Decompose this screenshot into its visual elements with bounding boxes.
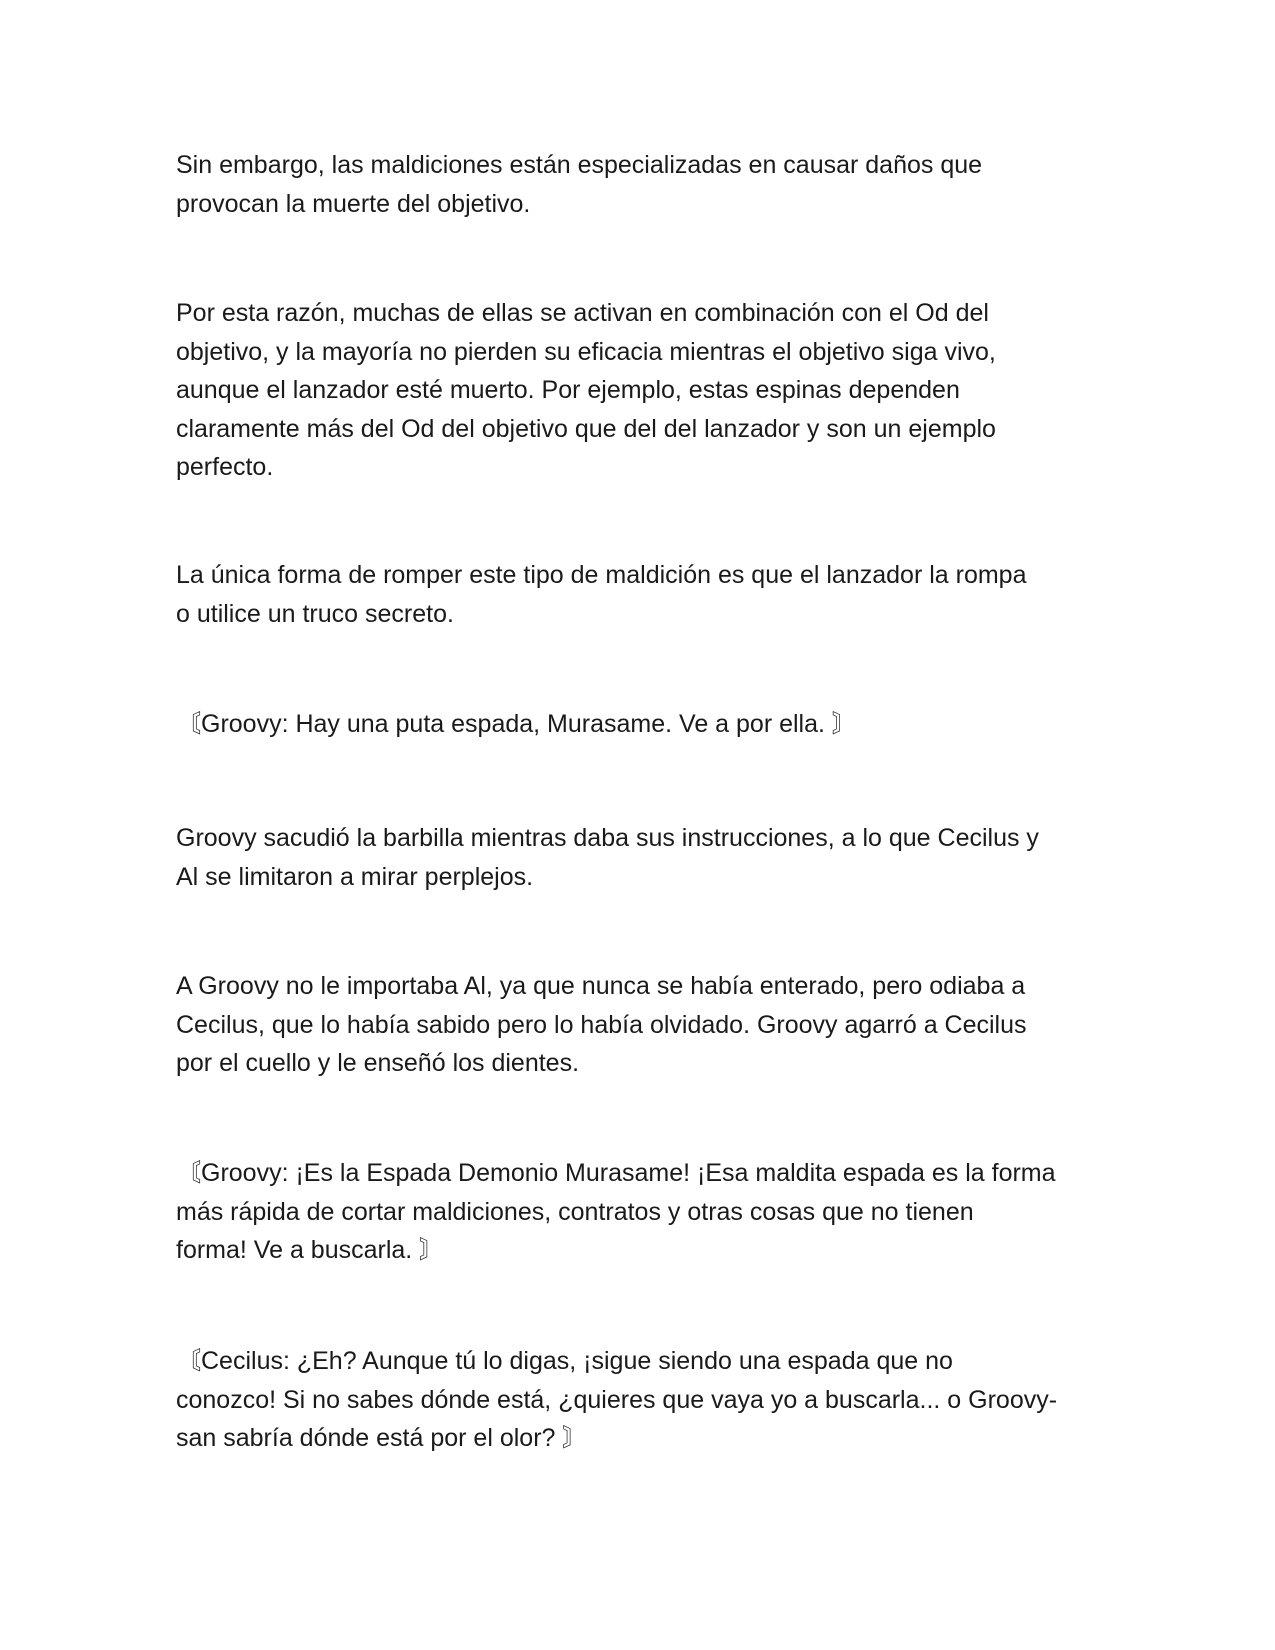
paragraph-od-combination <box>176 294 1106 487</box>
paragraph-line: Cecilus, que lo había sabido pero lo había olvidado. Groovy agarró a Cecilus <box>176 1010 1027 1039</box>
dialogue-line: 〘Groovy: Hay una puta espada, Murasame. Ve a por ella. 〙 <box>176 710 857 738</box>
paragraph-line: A Groovy no le importaba Al, ya que nunca se había enterado, pero odiaba a <box>176 972 1026 1000</box>
dialogue-line: san sabría dónde está por el olor? 〙 <box>176 1424 588 1452</box>
dialogue-line: 〘Groovy: ¡Es la Espada Demonio Murasame! ¡Esa maldita espada es la forma <box>176 1159 1056 1187</box>
paragraph-line: Por esta razón, muchas de ellas se activan en combinación con el Od del <box>176 299 989 327</box>
paragraph-groovy-grabs-cecilus <box>176 967 1106 1083</box>
paragraph-line: Sin embargo, las maldiciones están especializadas en causar daños que <box>176 151 983 179</box>
dialogue-groovy-2 <box>176 1154 1106 1270</box>
paragraph-groovy-instructions <box>176 819 1106 896</box>
paragraph-line: o utilice un truco secreto. <box>176 599 454 628</box>
dialogue-line: conozco! Si no sabes dónde está, ¿quieres que vaya yo a buscarla... o Groovy- <box>176 1385 1058 1414</box>
paragraph-curses-specialized <box>176 146 1106 223</box>
paragraph-line: aunque el lanzador esté muerto. Por ejemplo, estas espinas dependen <box>176 376 960 404</box>
dialogue-line: más rápida de cortar maldiciones, contratos y otras cosas que no tienen <box>176 1197 974 1226</box>
dialogue-cecilus <box>176 1342 1106 1458</box>
dialogue-groovy-1 <box>176 705 1106 744</box>
paragraph-line: Al se limitaron a mirar perplejos. <box>176 862 534 891</box>
paragraph-line: por el cuello y le enseñó los dientes. <box>176 1049 580 1077</box>
paragraph-break-curse <box>176 556 1106 633</box>
paragraph-line: provocan la muerte del objetivo. <box>176 189 531 218</box>
paragraph-line: claramente más del Od del objetivo que del del lanzador y son un ejemplo <box>176 414 996 443</box>
paragraph-line: Groovy sacudió la barbilla mientras daba sus instrucciones, a lo que Cecilus y <box>176 824 1039 852</box>
dialogue-line: forma! Ve a buscarla. 〙 <box>176 1236 445 1264</box>
paragraph-line: perfecto. <box>176 453 274 481</box>
dialogue-line: 〘Cecilus: ¿Eh? Aunque tú lo digas, ¡sigue siendo una espada que no <box>176 1347 953 1375</box>
paragraph-line: La única forma de romper este tipo de maldición es que el lanzador la rompa <box>176 561 1027 589</box>
paragraph-line: objetivo, y la mayoría no pierden su eficacia mientras el objetivo siga vivo, <box>176 337 996 366</box>
